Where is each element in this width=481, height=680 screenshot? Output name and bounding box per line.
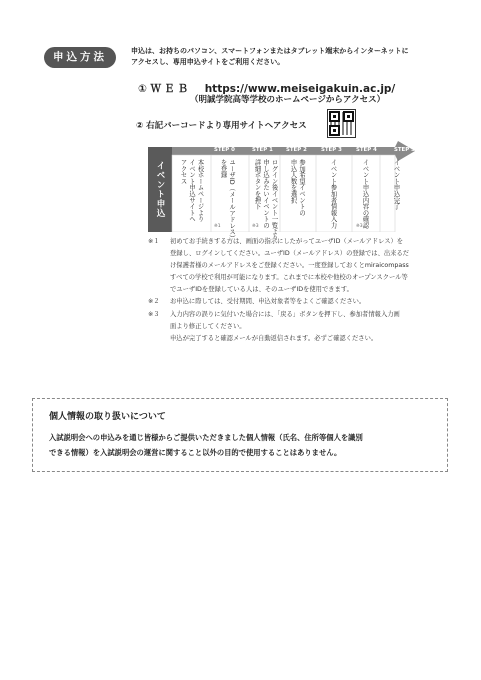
step-label: STEP 1 (252, 147, 273, 153)
qr-finder (329, 125, 340, 136)
step-label: STEP 0 (214, 147, 235, 153)
note-mark: ※１ (148, 238, 160, 245)
step-label: STEP 4 (356, 147, 377, 153)
step-label: STEP 3 (321, 147, 342, 153)
step-text: イベント参加者情報入力 (329, 159, 337, 229)
privacy-title: 個人情報の取り扱いについて (49, 412, 166, 422)
note-line: 入力内容の誤りに気付いた場合には、「戻る」ボタンを押下し、参加者情報入力画 (170, 310, 400, 318)
intro-line: 申込は、お持ちのパソコン、スマートフォンまたはタブレット端末からインターネットに (131, 47, 409, 55)
step-label: STEP 5 (394, 147, 415, 153)
privacy-line: 入試説明会への申込みを通じ皆様からご提供いただきました個人情報（氏名、住所等個人を識別 (49, 433, 363, 442)
notes-section (148, 236, 436, 345)
qr-finder (329, 111, 340, 122)
note-line: すべての学校で利用が可能になります。これまでに本校や他校のオープンスクール等 (170, 274, 408, 282)
web-label: ＷＥＢ (150, 83, 192, 95)
note-line: 面より修正してください。 (170, 322, 246, 330)
flow-intro-text: 本校ホームページより イベント申込サイトへ アクセス (179, 159, 204, 222)
note-1 (148, 236, 436, 296)
section-badge: 申込方法 (44, 47, 116, 68)
barcode-number: ② (136, 121, 144, 131)
privacy-box (32, 398, 448, 472)
intro-line: アクセスし、専用申込サイトをご利用ください。 (131, 58, 285, 66)
step-text: 参加希望イベントの 申込人数を選択 (289, 159, 305, 216)
qr-code-icon[interactable] (327, 109, 356, 138)
web-url-link[interactable]: https://www.meiseigakuin.ac.jp/ (204, 83, 396, 95)
step-text: ログイン後イベント一覧より 申し込みたいイベントの 詳細ボタンを押下 (253, 159, 278, 241)
note-line: 初めてお手続きする方は、画面の指示にしたがってユーザID（メールアドレス）を (170, 238, 404, 245)
note-line: お申込に際しては、受付期間、申込対象者等をよくご確認ください。 (170, 298, 366, 306)
note-line: 登録し、ログインしてください。ユーザID（メールアドレス）の登録では、出来るだ (170, 250, 410, 258)
step-label: STEP 2 (286, 147, 307, 153)
step-note: ※3 (356, 224, 363, 229)
step-text: ユーザID（メールアドレス） を登録 (219, 159, 235, 242)
step-text: イベント申込内容の確認 (361, 159, 369, 229)
intro-text (131, 46, 451, 68)
note-2 (148, 296, 436, 308)
step-note: ※3 (252, 224, 259, 229)
note-mark: ※３ (148, 310, 160, 318)
note-line: け保護者様のメールアドレスをご登録ください。一度登録しておくとmiraicompass (170, 262, 409, 270)
note-mark: ※２ (148, 298, 160, 306)
web-number: ① (138, 83, 147, 95)
qr-finder (343, 111, 354, 122)
barcode-method (136, 119, 307, 131)
flow-title: イベント申込 (155, 161, 165, 218)
web-note: （明誠学院高等学校のホームページからアクセス） (190, 95, 386, 105)
note-line: 申込が完了すると確認メールが自動返信されます。必ずご確認ください。 (170, 334, 378, 342)
privacy-body (49, 430, 439, 460)
privacy-line: できる情報）を入試説明会の運営に関すること以外の目的で使用することはありません。 (49, 448, 342, 457)
note-3 (148, 309, 436, 345)
barcode-label: 右記バーコードより専用サイトへアクセス (146, 121, 307, 131)
step-text: イベント申込完了 (392, 159, 400, 210)
note-line: でユーザIDを登録している人は、そのユーザIDを使用できます。 (170, 286, 353, 294)
step-note: ※1 (214, 224, 221, 229)
